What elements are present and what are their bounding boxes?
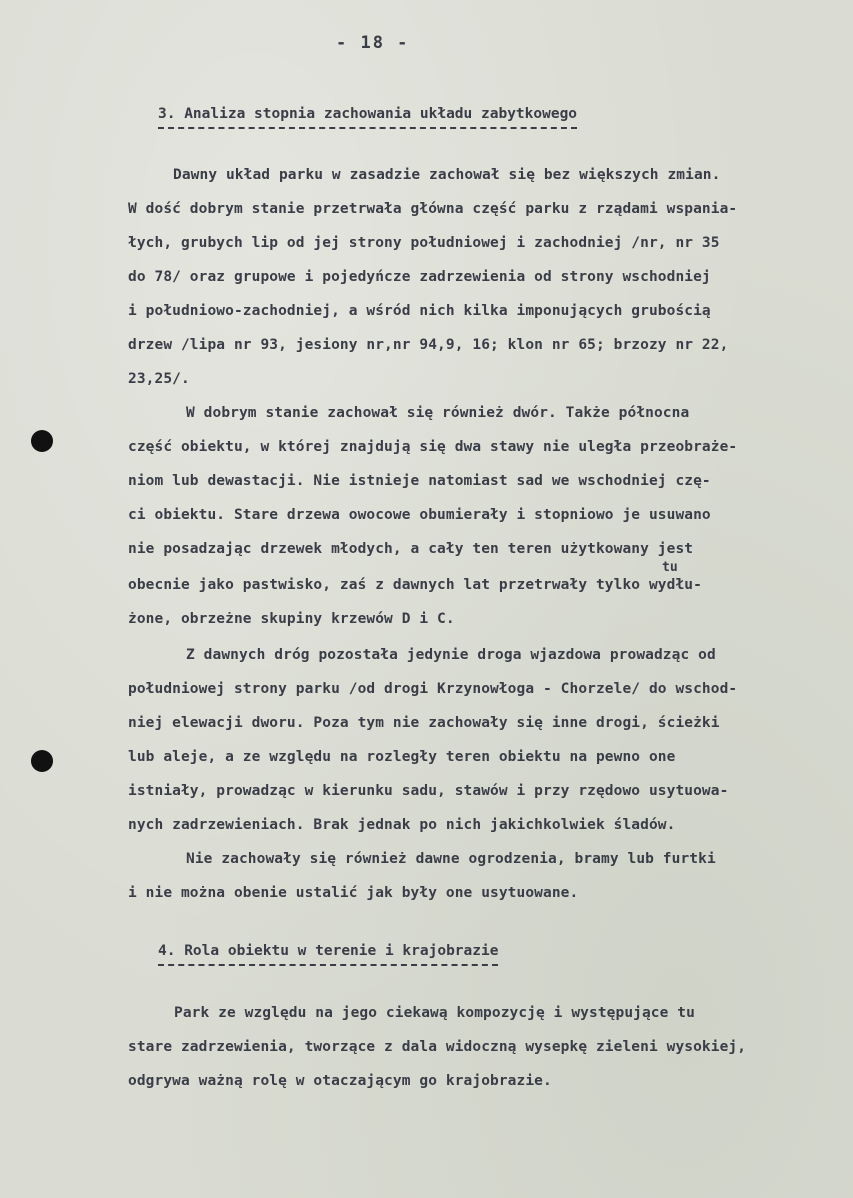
text-line: 23,25/. [128,371,190,387]
text-line: W dobrym stanie zachował się również dwór. Także północna [186,405,690,421]
section-4-heading-text: 4. Rola obiektu w terenie i krajobrazie [158,943,499,959]
punch-hole-lower [31,750,53,772]
section-3-heading-text: 3. Analiza stopnia zachowania układu zabytkowego [158,106,578,122]
text-line: lub aleje, a ze względu na rozległy teren obiektu na pewno one [128,749,676,765]
text-line: łych, grubych lip od jej strony południowej i zachodniej /nr, nr 35 [128,235,720,251]
text-line: ci obiektu. Stare drzewa owocowe obumierały i stopniowo je usuwano [128,507,711,523]
text-line: istniały, prowadząc w kierunku sadu, stawów i przy rzędowo usytuowa- [128,783,729,799]
punch-hole-upper [31,430,53,452]
text-line: i nie można obenie ustalić jak były one usytuowane. [128,885,579,901]
text-line: Park ze względu na jego ciekawą kompozycję i występujące tu [174,1005,695,1021]
text-line: Z dawnych dróg pozostała jedynie droga wjazdowa prowadząc od [186,647,716,663]
text-line: nych zadrzewieniach. Brak jednak po nich jakichkolwiek śladów. [128,817,676,833]
text-line: południowej strony parku /od drogi Krzynowłoga - Chorzele/ do wschod- [128,681,738,697]
section-3-heading [158,106,577,129]
handwritten-insert: tu [662,560,678,575]
text-line: W dość dobrym stanie przetrwała główna część parku z rządami wspania- [128,201,738,217]
text-line: niej elewacji dworu. Poza tym nie zachowały się inne drogi, ścieżki [128,715,720,731]
section-3-heading-underline [158,127,577,129]
text-line: część obiektu, w której znajdują się dwa stawy nie uległa przeobraże- [128,439,738,455]
text-line: Nie zachowały się również dawne ogrodzenia, bramy lub furtki [186,851,716,867]
text-line: drzew /lipa nr 93, jesiony nr,nr 94,9, 16; klon nr 65; brzozy nr 22, [128,337,729,353]
text-line: żone, obrzeżne skupiny krzewów D i C. [128,611,455,627]
page-number: - 18 - [336,33,410,53]
section-4-heading [158,943,498,966]
text-line: Dawny układ parku w zasadzie zachował się bez większych zmian. [173,167,721,183]
text-line: do 78/ oraz grupowe i pojedyńcze zadrzewienia od strony wschodniej [128,269,711,285]
text-line: niom lub dewastacji. Nie istnieje natomiast sad we wschodniej czę- [128,473,711,489]
text-line: nie posadzając drzewek młodych, a cały ten teren użytkowany jest [128,541,694,557]
text-line: stare zadrzewienia, tworzące z dala widoczną wysepkę zieleni wysokiej, [128,1039,747,1055]
text-line: obecnie jako pastwisko, zaś z dawnych lat przetrwały tylko wydłu- [128,577,702,593]
text-line: odgrywa ważną rolę w otaczającym go krajobrazie. [128,1073,552,1089]
section-4-heading-underline [158,964,498,966]
text-line: i południowo-zachodniej, a wśród nich kilka imponujących grubością [128,303,711,319]
